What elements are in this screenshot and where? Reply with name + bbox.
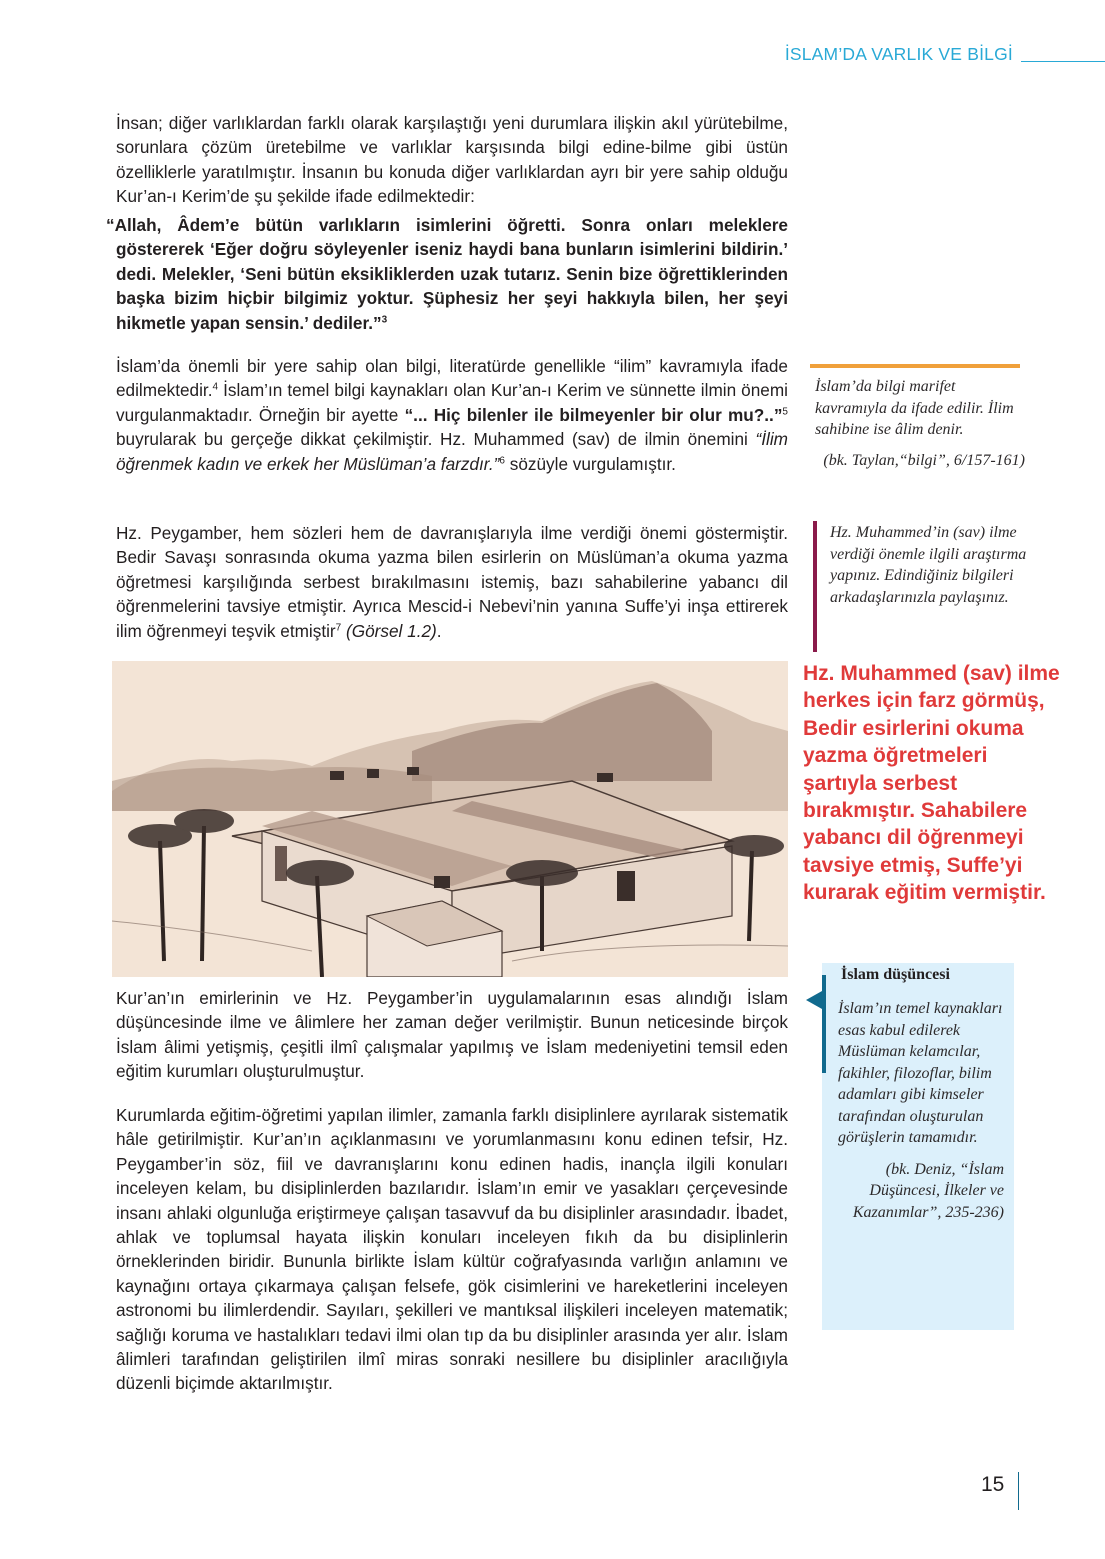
footnote-ref: 3 [381,313,388,325]
quote-text: “Allah, Âdem’e bütün varlıkların isimlerini öğretti. Sonra onları meleklere göstererek ‘Eğer doğru söyleyenler iseniz haydi bana bunların isimlerini bildirin.’ dedi. Melekler, ‘Seni bütün eksikliklerden uzak tutarız. Senin bize öğrettiklerinden başka bizim hiçbir bilgimiz yoktur. Şüphesiz her şeyi hakkıyla bilen, her şeyi hikmetle yapan sensin.’ dediler.” [106,215,788,333]
paragraph-text: Hz. Peygamber, hem sözleri hem de davranışlarıyla ilme verdiği önemi göstermiştir. Bedir Savaşı sonrasında okuma yazma bilen esirlerin on Müslüman’a okuma yazma öğretmesi karşılığında serbest bırakılmasını istemiş, bazı sahabilerine yabancı dil öğrenmelerini tavsiye etmiştir. Ayrıca Mescid-i Nebevi’nin yanına Suffe’yi inşa ettirerek ilim öğrenmeyi teşvik etmiştir [116,523,788,641]
footnote-ref: 7 [335,621,342,633]
answer-line: Hz. Muhammed (sav) ilme [803,662,1060,685]
paragraph-text: İnsan; diğer varlıklardan farklı olarak karşılaştığı yeni durumlara ilişkin akıl yürütebilme, sorunlara çözüm üretebilme ve varlıklar karşısında bilgi edine-bilme gibi üstün özelliklerle yaratılmıştır. İnsanın bu konuda diğer varlıklardan ayrı bir yere sahip olduğu Kur’an-ı Kerim’de şu şekilde ifade edilmektedir: [116,113,788,207]
paragraph-islamic-thought [116,986,788,1084]
paragraph-text: Kur’an’ın emirlerinin ve Hz. Peygamber’in uygulamalarının esas alındığı İslam düşüncesinde ilme ve âlimlere her zaman değer verilmiştir. Bunun neticesinde birçok İslam âlimi yetişmiş, çeşitli ilmî çalışmalar yapılmış ve İslam medeniyetini temsil eden eğitim kurumları oluşturulmuştur. [116,988,788,1082]
paragraph-text: İslam’da önemli bir yere sahip olan bilgi, literatürde genellikle “ilim” kavramıyla ifade edilmektedir. [116,356,788,401]
header-rule [1021,61,1105,62]
ayah-quote: “... Hiç bilenler ile bilmeyenler bir olur mu?..” [404,404,783,425]
paragraph-text: İslam’ın temel bilgi kaynakları olan Kur’an-ı Kerim ve sünnette ilmin önemi vurgulanmaktadır. Örneğin bir ayette [116,380,788,425]
answer-line: herkes için farz görmüş, [803,689,1045,713]
chapter-header [785,44,1105,65]
sidebar-activity [830,522,1030,608]
glossary-reference: (bk. Deniz, “İslam Düşüncesi, İlkeler ve Kazanımlar”, 235-236) [852,1160,1004,1221]
pointer-triangle-icon [806,991,822,1009]
paragraph-intro [116,111,788,209]
glossary-accent-bar [822,975,826,1073]
note-text: İslam’da bilgi marifet kavramıyla da ifade edilir. İlim sahibine ise âlim denir. [815,378,1014,438]
answer-line: kurarak eğitim vermiştir. [803,881,1046,905]
answer-line: tavsiye etmiş, Suffe’yi [803,853,1023,877]
glossary-definition: İslam’ın temel kaynakları esas kabul edilerek Müslüman kelamcılar, fakihler, filozoflar, bilim adamları gibi kimseler tarafından oluşturulan görüşlerin tamamıdır. [838,1000,1003,1146]
hadith-quote: “İlim öğrenmek kadın ve erkek her Müslüman’a farzdır.” [116,429,788,474]
figure-suffe-sketch [112,661,788,977]
answer-line: yazma öğretmeleri [803,744,988,768]
chapter-title: İSLAM’DA VARLIK VE BİLGİ [784,44,1013,64]
answer-line: bırakmıştır. Sahabilere [803,799,1028,823]
footnote-ref: 4 [212,381,219,393]
paragraph-ilim [116,354,788,476]
paragraph-text: buyrularak bu gerçeğe dikkat çekilmiştir. Hz. Muhammed (sav) de ilmin önemini [116,429,756,450]
paragraph-disciplines [116,1103,788,1396]
activity-accent-bar [813,521,817,652]
page-number: 15 [981,1473,1005,1496]
glossary-title: İslam düşüncesi [841,966,950,983]
sidebar-note-marifet [815,376,1025,471]
figure-ref: (Görsel 1.2) [341,620,437,641]
note-reference: (bk. Taylan,“bilgi”, 6/157-161) [823,451,1025,469]
paragraph-prophet [116,521,788,643]
note-accent-bar [810,364,1020,368]
glossary-content [838,998,1010,1223]
page-number-rule [1018,1472,1019,1510]
footnote-ref: 6 [499,454,505,466]
sketch-illustration [112,661,788,977]
paragraph-text: Kurumlarda eğitim-öğretimi yapılan ilimler, zamanla farklı disiplinlere ayrılarak sistematik hâle getirilmiştir. Kur’an’ın açıklanmasını ve yorumlanmasını konu edinen tefsir, Hz. Peygamber’in söz, fiil ve davranışlarını konu edinen hadis, inançla ilgili konuları inceleyen kelam, bu disiplinlerden bazılarıdır. İslam’ın emir ve yasakları çerçevesinde insanı ahlaki olgunluğa eriştirmeye çalışan tasavvuf da bu disiplinler arasındadır. İbadet, ahlak ve toplumsal hayata ilişkin konuları inceleyen fıkıh da bu disiplinlerin örneklerinden biridir. Bununla birlikte İslam kültür coğrafyasında varlığın anlamını ve kaynağını ortaya çıkarmaya çalışan felsefe, gök cisimlerini ve hareketlerini inceleyen astronomi bu ilimlerdendir. Sayıları, şekilleri ve mantıksal ilişkileri inceleyen matematik; sağlığı koruma ve hastalıkları tedavi ilmi olan tıp da bu disiplinler arasında yer alır. İslam âlimleri tarafından geliştirilen ilmî miras sonraki nesillere bu disiplinler aracılığıyla düzenli biçimde aktarılmıştır. [116,1105,788,1394]
quran-quote [106,213,788,335]
activity-answer [803,660,1105,907]
footnote-ref: 5 [782,406,788,418]
punctuation: . [436,620,442,641]
answer-line: şartıyla serbest [803,771,958,795]
paragraph-text: sözüyle vurgulamıştır. [504,453,676,474]
activity-text: Hz. Muhammed’in (sav) ilme verdiği önemle ilgili araştırma yapınız. Edindiğiniz bilgileri arkadaşlarınızla paylaşınız. [830,524,1027,606]
answer-line: yabancı dil öğrenmeyi [803,826,1024,850]
answer-line: Bedir esirlerini okuma [803,716,1024,740]
